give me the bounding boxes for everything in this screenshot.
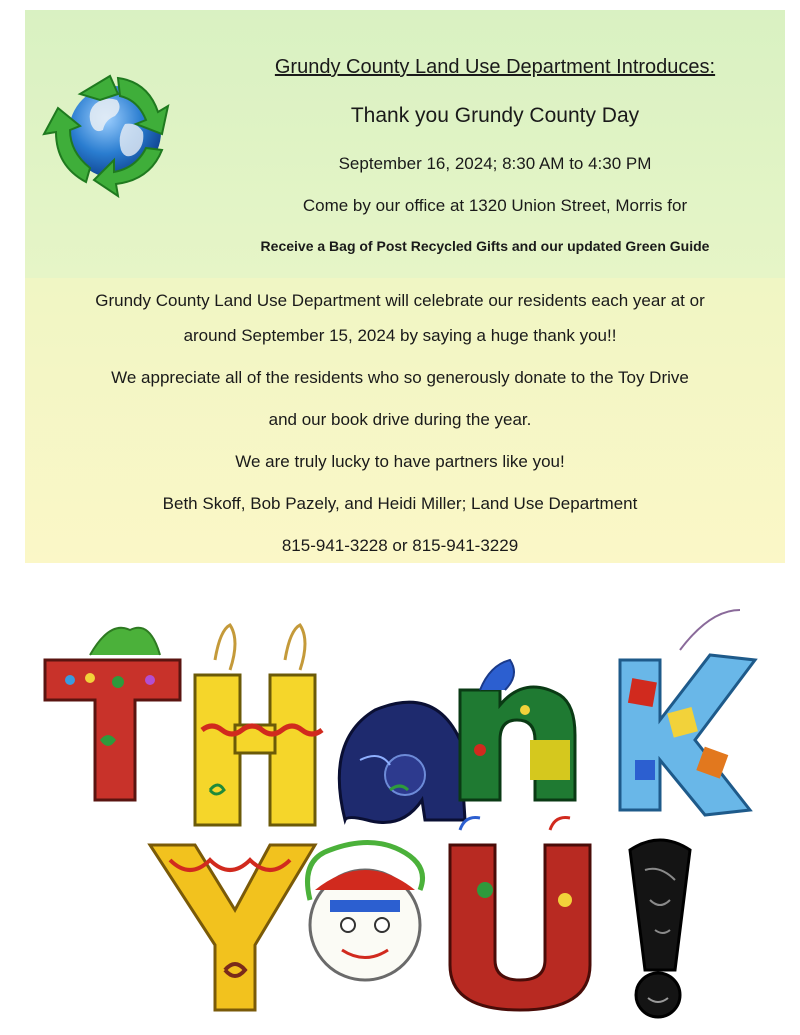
letter-o-face-art bbox=[308, 843, 423, 981]
phone-numbers: 815-941-3228 or 815-941-3229 bbox=[281, 536, 519, 555]
event-date-time: September 16, 2024; 8:30 AM to 4:30 PM bbox=[338, 154, 652, 173]
body-line: around September 15, 2024 by saying a huge thank you!! bbox=[183, 326, 617, 345]
letter-h-art bbox=[195, 625, 322, 825]
letter-t-art bbox=[45, 628, 180, 800]
letter-n-art bbox=[460, 660, 575, 800]
body-line: We are truly lucky to have partners like you! bbox=[235, 452, 565, 471]
body-line: We appreciate all of the residents who so generously donate to the Toy Drive bbox=[111, 368, 689, 387]
letter-a-art bbox=[339, 702, 465, 822]
letter-u-art bbox=[450, 818, 590, 1011]
body-line: Grundy County Land Use Department will celebrate our residents each year at or bbox=[95, 291, 705, 310]
letter-k-art bbox=[620, 610, 755, 815]
body-line: and our book drive during the year. bbox=[268, 410, 532, 429]
office-address: Come by our office at 1320 Union Street, Morris for bbox=[302, 196, 688, 215]
event-name: Thank you Grundy County Day bbox=[350, 104, 640, 127]
letter-y-art bbox=[150, 845, 315, 1010]
page-title: Grundy County Land Use Department Introduces: bbox=[274, 56, 716, 78]
exclamation-mark-art bbox=[630, 840, 690, 1017]
recycle-globe-icon bbox=[40, 54, 190, 204]
staff-names: Beth Skoff, Bob Pazely, and Heidi Miller; Land Use Department bbox=[162, 494, 638, 513]
thank-you-art-image bbox=[30, 600, 790, 1025]
gifts-notice: Receive a Bag of Post Recycled Gifts and our updated Green Guide bbox=[260, 238, 710, 254]
